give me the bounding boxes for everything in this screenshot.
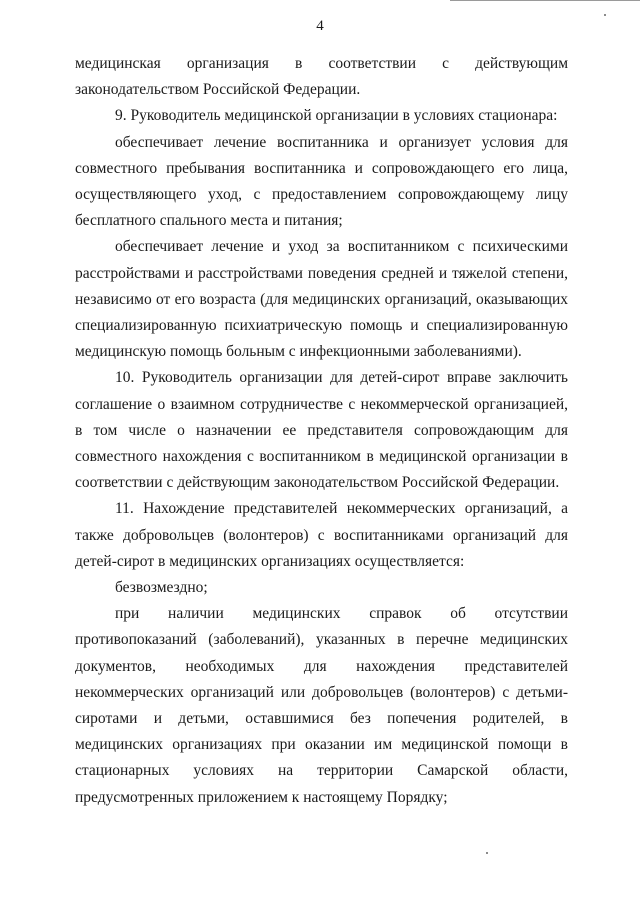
paragraph-item-9-psychiatric-care: обеспечивает лечение и уход за воспитанником с психическими расстройствами и расстройствами поведения средней и тяжелой степени, независимо от его возраста (для медицинских организаций, оказывающих специализированную психиатрическую помощь и специализированную медицинскую помощь больным с инфекционными заболеваниями). bbox=[75, 238, 568, 361]
page-number: 4 bbox=[316, 18, 324, 34]
paragraph-item-10: 10. Руководитель организации для детей-сирот вправе заключить соглашение о взаимном сотрудничестве с некоммерческой организацией, в том числе о назначении ее представителя сопровождающим для совместного нахождения с воспитанником в медицинской организации в соответствии с действующим законодательством Российской Федерации. bbox=[75, 369, 568, 492]
paragraph-item-9: 9. Руководитель медицинской организации в условиях стационара: bbox=[115, 107, 558, 125]
paragraph-item-9-treatment-conditions: обеспечивает лечение воспитанника и организует условия для совместного пребывания воспитанника и сопровождающего его лица, осуществляющего уход, с предоставлением сопровождающему лицу бесплатного спального места и питания; bbox=[75, 133, 568, 230]
scan-edge-line bbox=[450, 0, 640, 1]
paragraph-continuation: медицинская организация в соответствии с действующим законодательством Российской Федерации. bbox=[75, 55, 568, 99]
paragraph-item-11: 11. Нахождение представителей некоммерческих организаций, а также добровольцев (волонтеров) с воспитанниками организаций для детей-сирот в медицинских организациях осуществляется: bbox=[75, 500, 568, 570]
document-body bbox=[75, 51, 568, 811]
scan-speck bbox=[486, 852, 488, 854]
paragraph-item-11-medical-certificates: при наличии медицинских справок об отсутствии противопоказаний (заболеваний), указанных в перечне медицинских документов, необходимых для нахождения представителей некоммерческих организаций или добровольцев (волонтеров) с детьми-сиротами и детьми, оставшимися без попечения родителей, в медицинских организациях при оказании им медицинской помощи в стационарных условиях на территории Самарской области, предусмотренных приложением к настоящему Порядку; bbox=[75, 605, 568, 806]
paragraph-item-11-free-of-charge: безвозмездно; bbox=[115, 579, 208, 597]
